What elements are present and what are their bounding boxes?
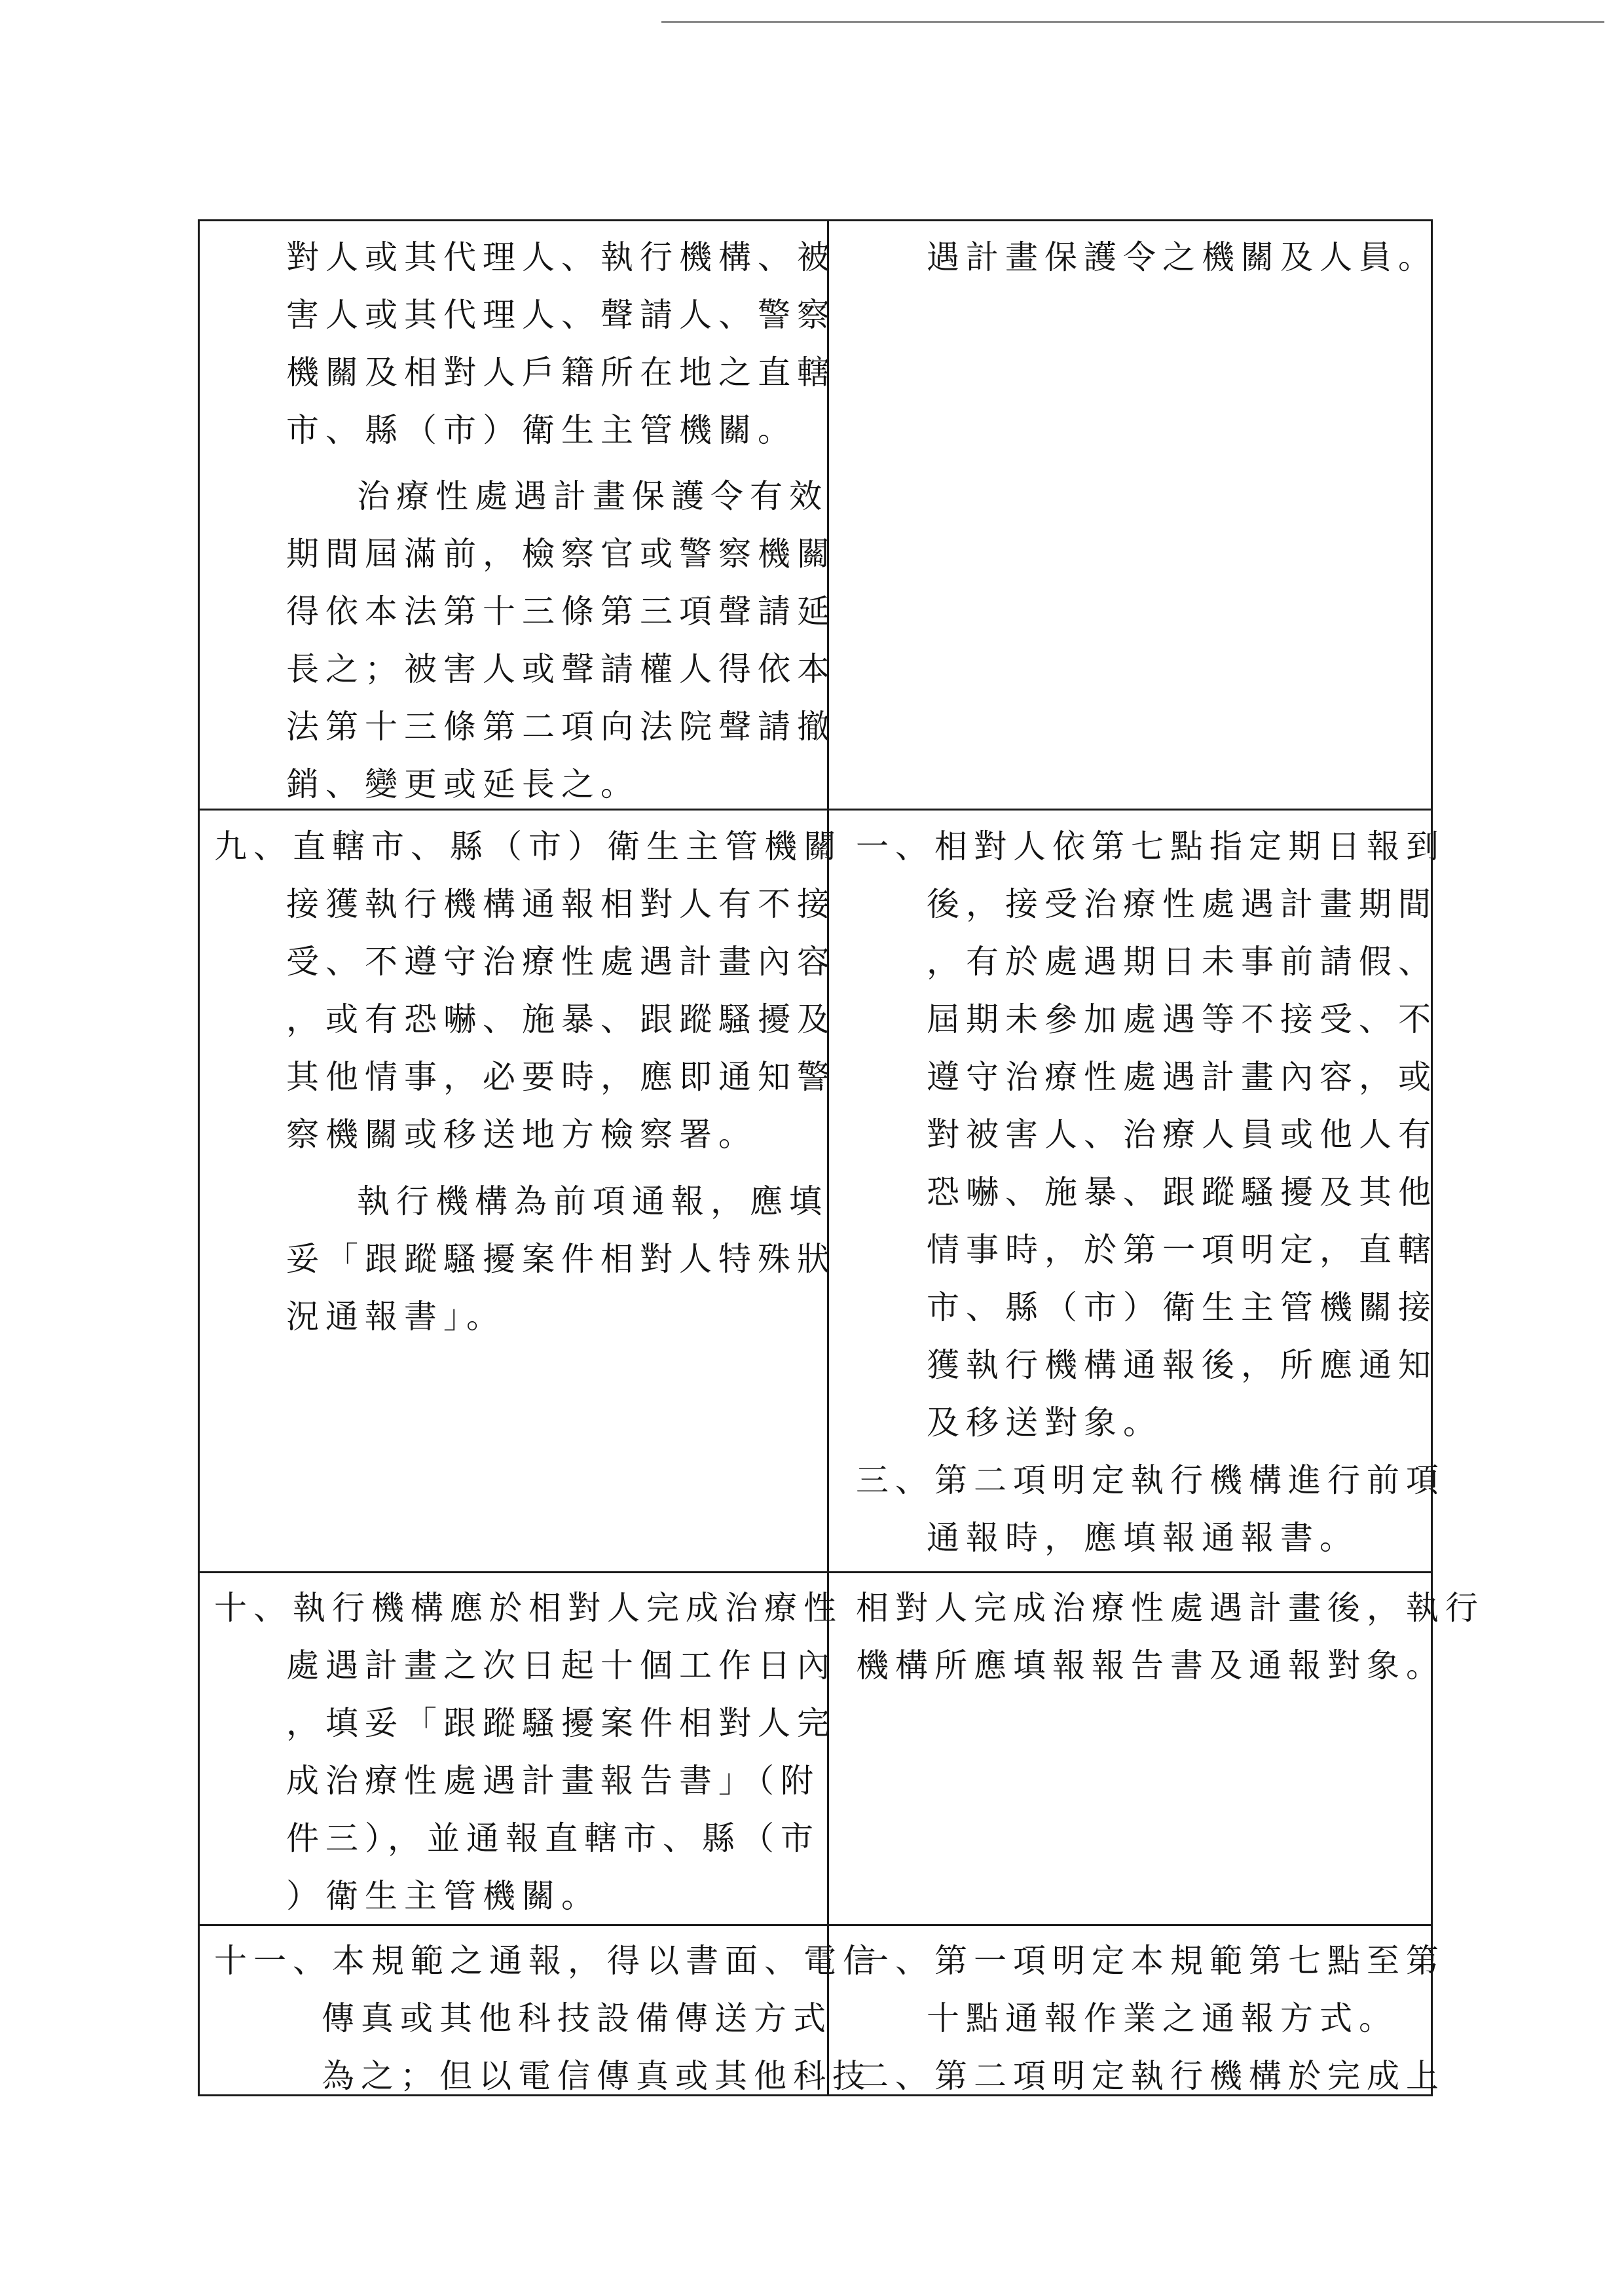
row4-left-line: 傳真或其他科技設備傳送方式: [322, 1999, 832, 2037]
row2-right-line: 一、相對人依第七點指定期日報到: [856, 828, 1445, 866]
row1-left-line: 害人或其代理人、聲請人、警察: [286, 296, 836, 334]
row2-right-line: 三、第二項明定執行機構進行前項: [856, 1461, 1445, 1499]
row2-right-line: 後，接受治療性處遇計畫期間: [927, 885, 1437, 923]
row-divider: [200, 1571, 1431, 1573]
row4-left-line: 十一、本規範之通報，得以書面、電信: [214, 1942, 882, 1980]
row1-left-line: 對人或其代理人、執行機構、被: [286, 238, 836, 276]
row2-right-line: 及移送對象。: [927, 1404, 1162, 1442]
row3-right-line: 相對人完成治療性處遇計畫後，執行: [856, 1589, 1485, 1627]
row2-left-line: 其他情事，必要時，應即通知警: [286, 1058, 836, 1096]
row2-left-line: 接獲執行機構通報相對人有不接: [286, 885, 836, 923]
row3-left-line: 件三），並通報直轄市、縣（市: [286, 1819, 820, 1857]
row1-right-line: 遇計畫保護令之機關及人員。: [927, 238, 1437, 276]
row2-right-line: 恐嚇、施暴、跟蹤騷擾及其他: [927, 1173, 1437, 1211]
row4-left-line: 為之；但以電信傳真或其他科技: [322, 2057, 872, 2095]
row2-right-line: 遵守治療性處遇計畫內容，或: [927, 1058, 1437, 1096]
row3-left-line: 處遇計畫之次日起十個工作日內: [286, 1647, 836, 1685]
row1-left-line: 法第十三條第二項向法院聲請撤: [286, 708, 836, 746]
row1-left-line: 機關及相對人戶籍所在地之直轄: [286, 354, 836, 392]
comparison-table: [198, 219, 1485, 2096]
row2-right-line: 情事時，於第一項明定，直轄: [927, 1231, 1437, 1269]
scan-edge-line: [661, 21, 1604, 23]
row1-left-line: 期間屆滿前，檢察官或警察機關: [286, 535, 836, 573]
row2-left-line: 受、不遵守治療性處遇計畫內容: [286, 943, 836, 981]
row1-left-line: 市、縣（市）衛生主管機關。: [286, 411, 797, 449]
row2-left-line: 妥「跟蹤騷擾案件相對人特殊狀: [286, 1240, 836, 1278]
row2-right-line: 市、縣（市）衛生主管機關接: [927, 1288, 1437, 1326]
row2-left-line: 執行機構為前項通報，應填: [357, 1182, 828, 1220]
row2-left-line: 九、直轄市、縣（市）衛生主管機關: [214, 828, 843, 866]
row4-right-line: 一、第一項明定本規範第七點至第: [856, 1942, 1445, 1980]
row2-right-line: 屆期未參加處遇等不接受、不: [927, 1000, 1437, 1038]
row2-right-line: 通報時，應填報通報書。: [927, 1519, 1359, 1557]
row1-left-line: 治療性處遇計畫保護令有效: [357, 477, 828, 515]
row1-left-line: 銷、變更或延長之。: [286, 765, 640, 803]
row4-right-line: 十點通報作業之通報方式。: [927, 1999, 1398, 2037]
row3-left-line: 十、執行機構應於相對人完成治療性: [214, 1589, 843, 1627]
row3-left-line: 成治療性處遇計畫報告書」（附: [286, 1762, 820, 1800]
row3-left-line: ，填妥「跟蹤騷擾案件相對人完: [286, 1704, 836, 1742]
row1-left-line: 得依本法第十三條第三項聲請延: [286, 592, 836, 630]
row2-right-line: 對被害人、治療人員或他人有: [927, 1116, 1437, 1154]
row2-left-line: 況通報書」。: [286, 1298, 506, 1336]
row2-right-line: 獲執行機構通報後，所應通知: [927, 1346, 1437, 1384]
row3-left-line: ）衛生主管機關。: [286, 1877, 600, 1915]
row3-right-line: 機構所應填報報告書及通報對象。: [856, 1647, 1445, 1685]
row2-left-line: 察機關或移送地方檢察署。: [286, 1116, 758, 1154]
row-divider: [200, 1924, 1431, 1926]
row2-right-line: ，有於處遇期日未事前請假、: [927, 943, 1437, 981]
row-divider: [200, 809, 1431, 811]
row4-right-line: 二、第二項明定執行機構於完成上: [856, 2057, 1445, 2095]
row2-left-line: ，或有恐嚇、施暴、跟蹤騷擾及: [286, 1000, 836, 1038]
row1-left-line: 長之；被害人或聲請權人得依本: [286, 650, 836, 688]
